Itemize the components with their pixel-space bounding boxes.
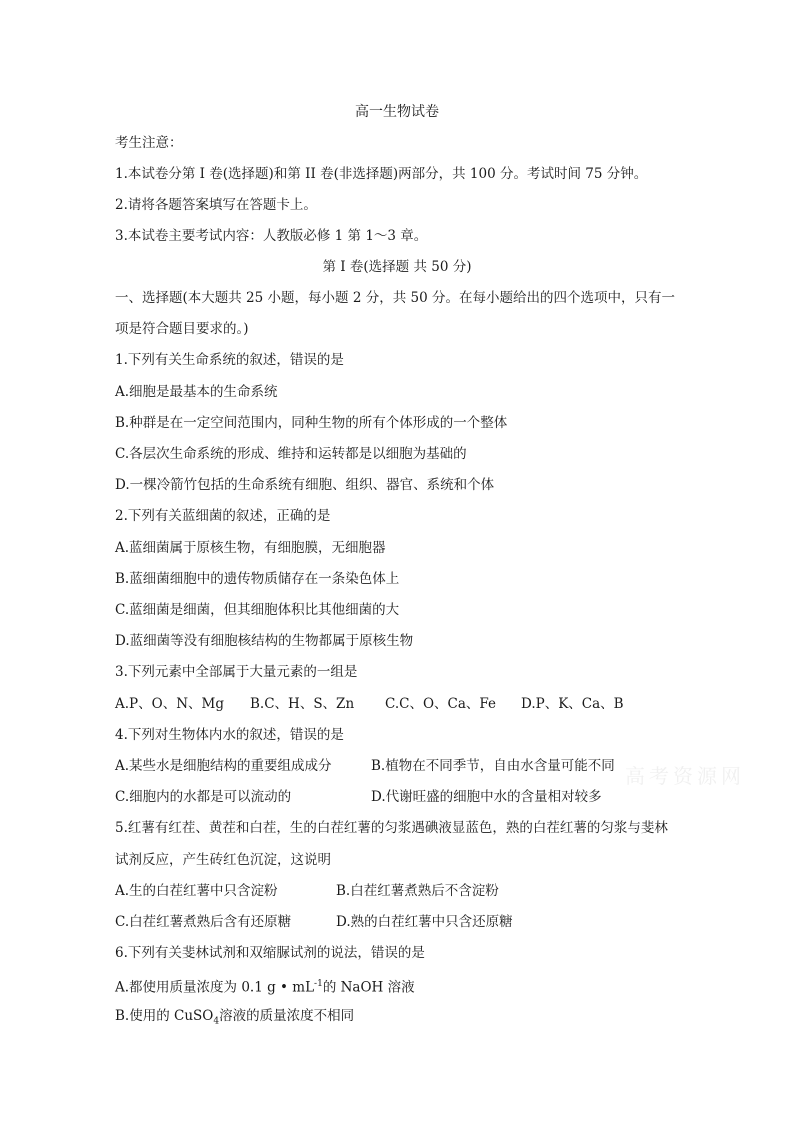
question-2-stem: 2.下列有关蓝细菌的叙述，正确的是 xyxy=(115,508,331,524)
question-4-option-b: B.植物在不同季节，自由水含量可能不同 xyxy=(371,758,615,774)
question-3-option-a: A.P、O、N、Mg xyxy=(115,696,224,712)
notice-item-1: 1.本试卷分第 I 卷(选择题)和第 II 卷(非选择题)两部分，共 100 分。考试时间 75 分钟。 xyxy=(115,166,648,182)
question-2-option-b: B.蓝细菌细胞中的遗传物质储存在一条染色体上 xyxy=(115,571,400,587)
section-intro-line-1: 一、选择题(本大题共 25 小题，每小题 2 分，共 50 分。在每小题给出的四个选项中，只有一 xyxy=(115,290,675,306)
notice-item-2: 2.请将各题答案填写在答题卡上。 xyxy=(115,197,317,213)
section-intro-line-2: 项是符合题目要求的。) xyxy=(115,321,249,337)
question-1-stem: 1.下列有关生命系统的叙述，错误的是 xyxy=(115,352,344,368)
question-4-option-c: C.细胞内的水都是可以流动的 xyxy=(115,789,292,805)
question-6-option-b-post: 溶液的质量浓度不相同 xyxy=(219,1008,355,1024)
question-2-option-a: A.蓝细菌属于原核生物，有细胞膜，无细胞器 xyxy=(115,540,386,556)
question-6-option-b xyxy=(115,1006,354,1032)
question-5-option-b: B.白茬红薯煮熟后不含淀粉 xyxy=(336,883,499,899)
question-1-option-b: B.种群是在一定空间范围内，同种生物的所有个体形成的一个整体 xyxy=(115,415,508,431)
question-4-option-d: D.代谢旺盛的细胞中水的含量相对较多 xyxy=(371,789,602,805)
question-1-option-a: A.细胞是最基本的生命系统 xyxy=(115,384,278,400)
question-3-option-d: D.P、K、Ca、B xyxy=(521,696,624,712)
question-2-option-c: C.蓝细菌是细菌，但其细胞体积比其他细菌的大 xyxy=(115,602,400,618)
notice-item-3: 3.本试卷主要考试内容：人教版必修 1 第 1～3 章。 xyxy=(115,228,428,244)
question-5-option-c: C.白茬红薯煮熟后含有还原糖 xyxy=(115,914,292,930)
notice-heading: 考生注意： xyxy=(115,135,183,151)
question-6-option-a-post: 的 NaOH 溶液 xyxy=(322,979,415,996)
question-5-stem-line-2: 试剂反应，产生砖红色沉淀，这说明 xyxy=(115,852,331,868)
question-6-option-b-subscript: 4 xyxy=(213,1016,220,1027)
question-1-option-d: D.一棵冷箭竹包括的生命系统有细胞、组织、器官、系统和个体 xyxy=(115,477,495,493)
question-3-option-b: B.C、H、S、Zn xyxy=(250,696,355,712)
question-4-stem: 4.下列对生物体内水的叙述，错误的是 xyxy=(115,727,344,743)
question-3-option-c: C.C、O、Ca、Fe xyxy=(385,696,497,712)
question-6-option-a xyxy=(115,974,415,998)
question-6-option-b-pre: B.使用的 CuSO xyxy=(115,1008,214,1024)
question-6-option-a-exponent: -1 xyxy=(314,979,323,989)
section-heading: 第 I 卷(选择题 共 50 分) xyxy=(322,259,472,275)
watermark-text: 高考资源网 xyxy=(625,764,745,788)
question-6-stem: 6.下列有关斐林试剂和双缩脲试剂的说法，错误的是 xyxy=(115,945,425,961)
question-4-option-a: A.某些水是细胞结构的重要组成成分 xyxy=(115,758,332,774)
question-5-option-a: A.生的白茬红薯中只含淀粉 xyxy=(115,883,278,899)
question-5-option-d: D.熟的白茬红薯中只含还原糖 xyxy=(336,914,513,930)
page-title: 高一生物试卷 xyxy=(355,104,439,120)
question-6-option-a-pre: A.都使用质量浓度为 0.1 g • mL xyxy=(115,979,315,996)
question-2-option-d: D.蓝细菌等没有细胞核结构的生物都属于原核生物 xyxy=(115,633,414,649)
question-5-stem-line-1: 5.红薯有红茬、黄茬和白茬，生的白茬红薯的匀浆遇碘液显蓝色，熟的白茬红薯的匀浆与斐林 xyxy=(115,820,668,836)
question-1-option-c: C.各层次生命系统的形成、维持和运转都是以细胞为基础的 xyxy=(115,446,467,462)
question-3-stem: 3.下列元素中全部属于大量元素的一组是 xyxy=(115,664,358,680)
